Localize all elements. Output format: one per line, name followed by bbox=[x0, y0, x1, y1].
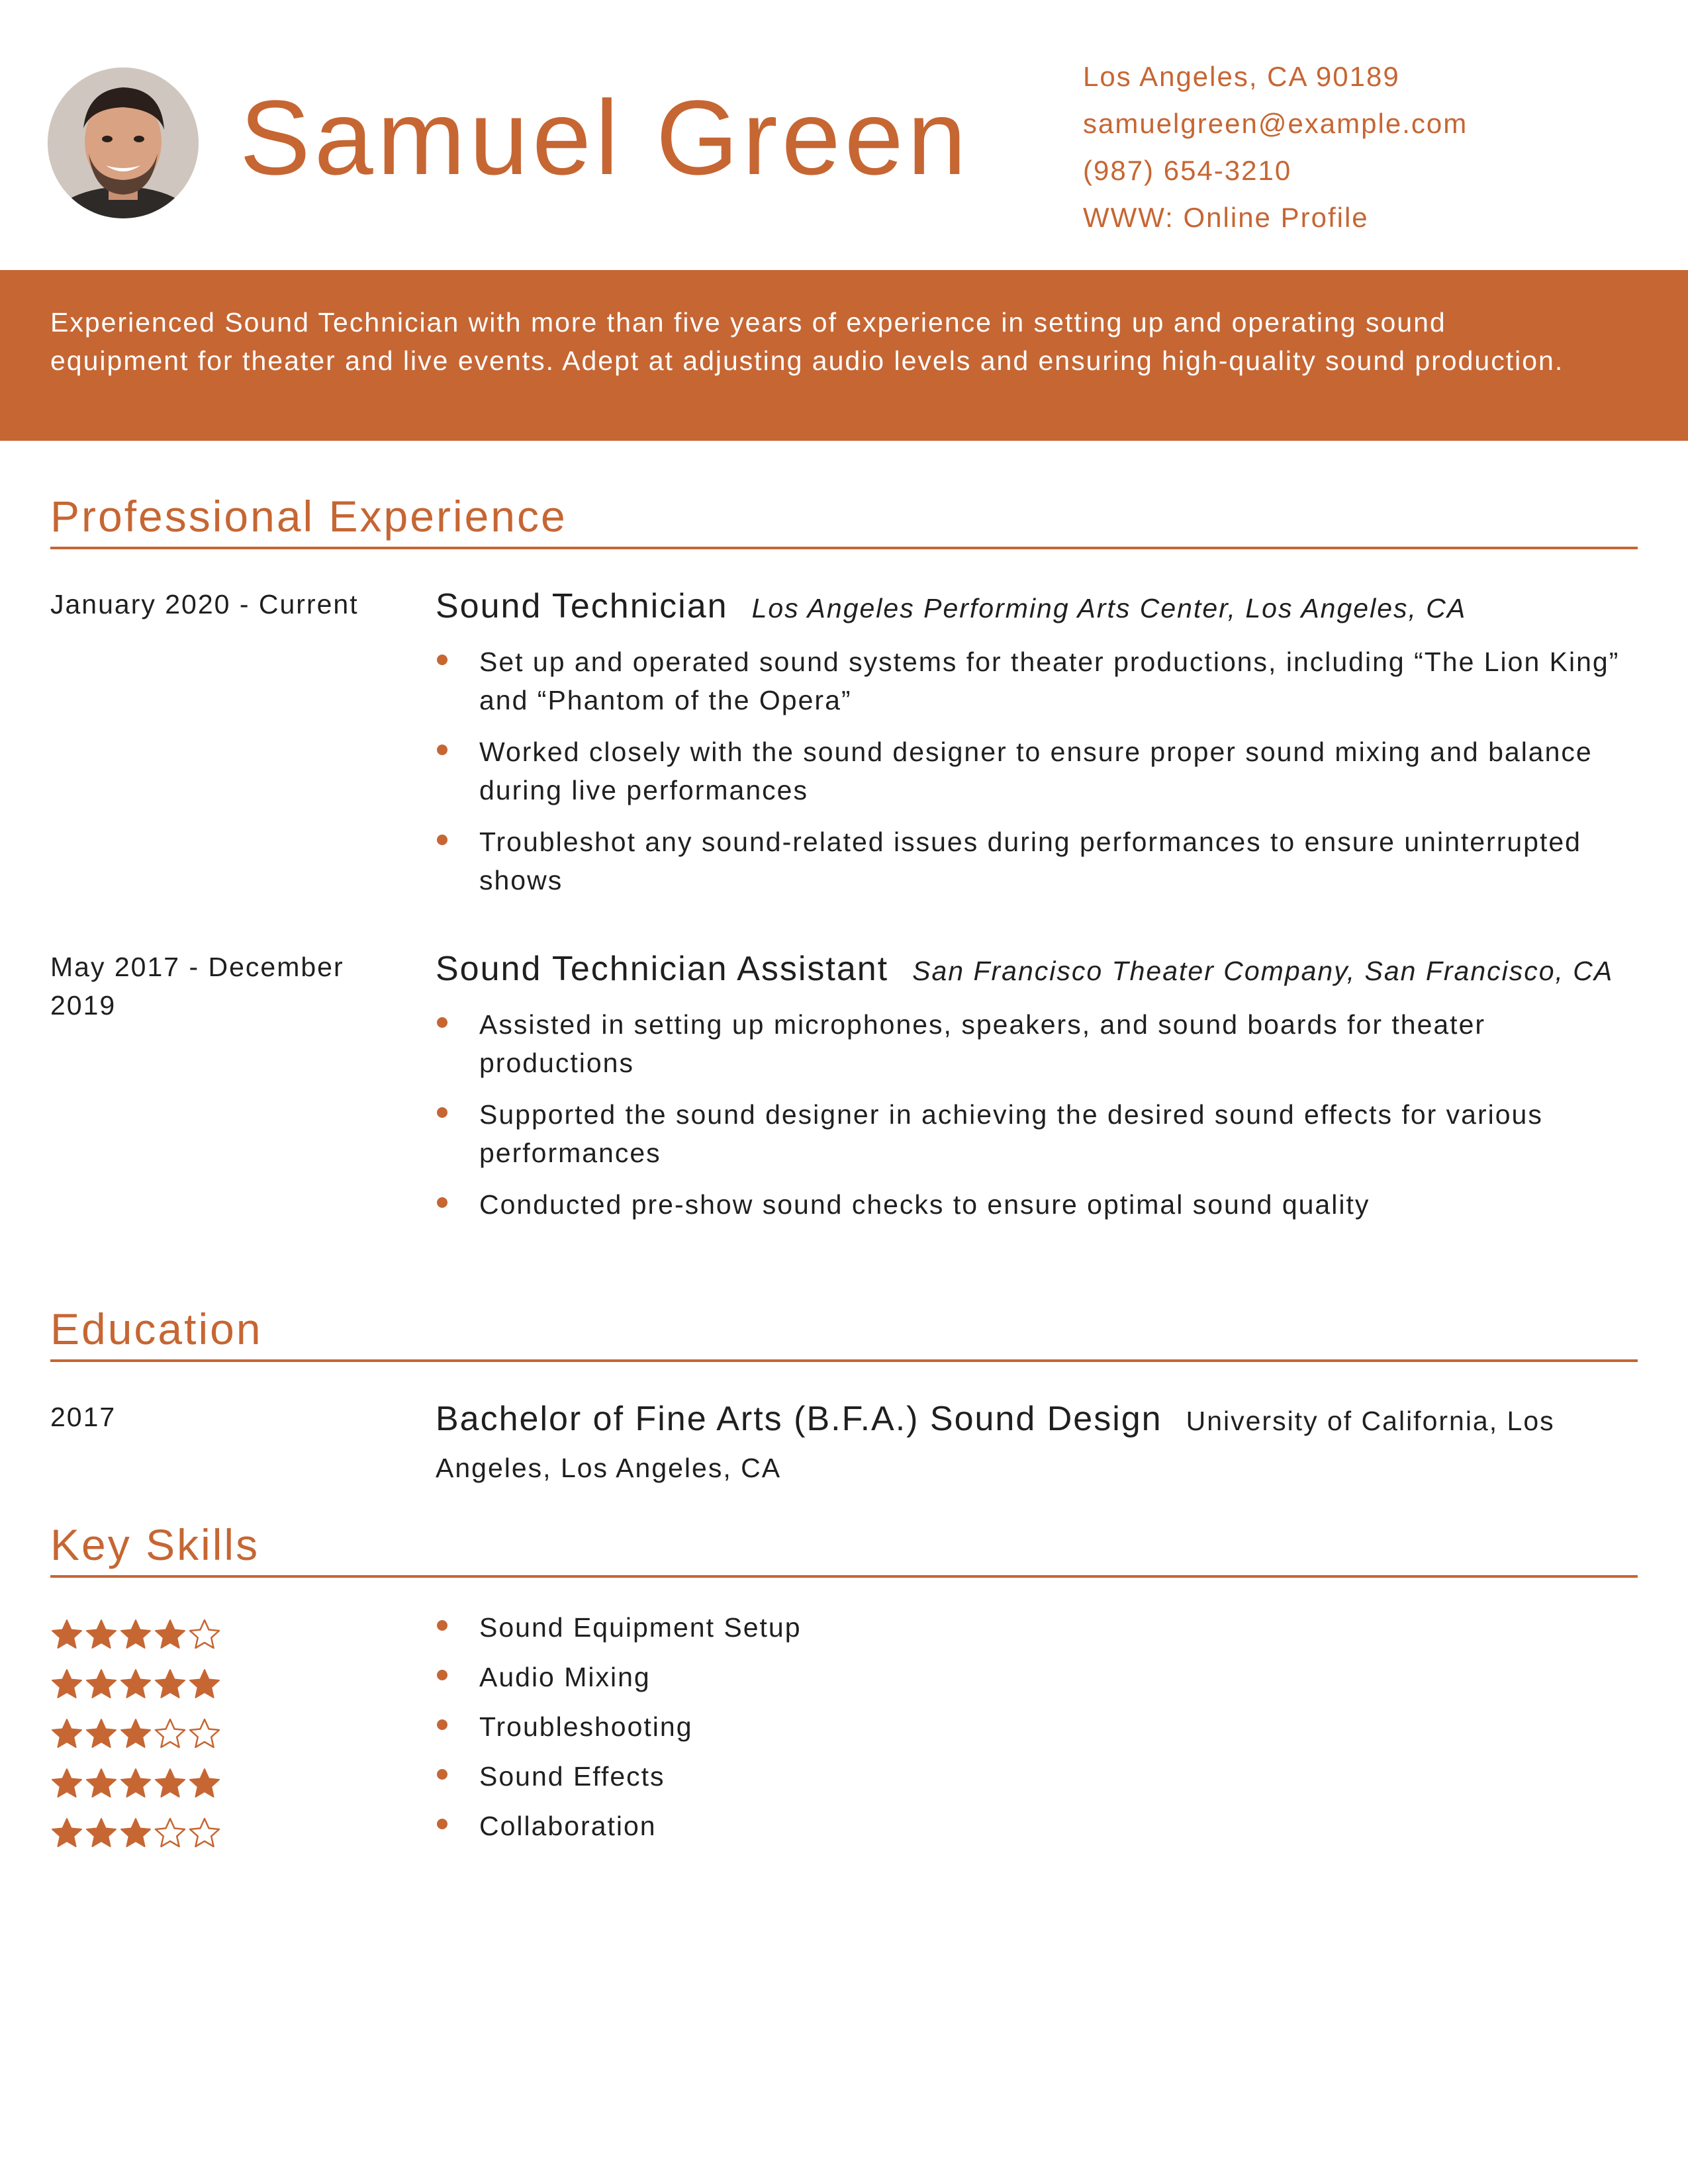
summary-banner bbox=[0, 270, 1688, 441]
bullet-dot-icon bbox=[437, 1107, 447, 1118]
skill-ratings bbox=[50, 1610, 222, 1858]
star-outline-icon bbox=[154, 1717, 187, 1751]
skill-item bbox=[436, 1608, 802, 1647]
education-heading bbox=[436, 1396, 1647, 1490]
bullet-dot-icon bbox=[437, 1819, 447, 1829]
star-filled-icon bbox=[119, 1817, 152, 1850]
bullet-dot-icon bbox=[437, 745, 447, 755]
school-name: University of California, Los Angeles, Los Angeles, CA bbox=[436, 1406, 1555, 1483]
job-bullet bbox=[436, 1185, 1647, 1224]
job-bullet-text: Set up and operated sound systems for theater productions, including “The Lion King” and “Phantom of the Opera” bbox=[479, 647, 1620, 715]
star-filled-icon bbox=[50, 1668, 83, 1701]
skills-section-title: Key Skills bbox=[50, 1518, 1638, 1578]
resume-header bbox=[0, 0, 1688, 270]
candidate-name: Samuel Green bbox=[240, 78, 970, 197]
star-filled-icon bbox=[188, 1767, 221, 1800]
star-filled-icon bbox=[85, 1668, 118, 1701]
star-filled-icon bbox=[154, 1767, 187, 1800]
education-entry bbox=[436, 1396, 1647, 1490]
bullet-dot-icon bbox=[437, 1197, 447, 1208]
bullet-dot-icon bbox=[437, 1620, 447, 1631]
skill-rating-row bbox=[50, 1659, 222, 1709]
job-entry bbox=[436, 584, 1647, 913]
star-filled-icon bbox=[119, 1668, 152, 1701]
skills-list bbox=[436, 1608, 802, 1856]
website-link[interactable]: WWW: Online Profile bbox=[1083, 202, 1369, 233]
star-outline-icon bbox=[188, 1717, 221, 1751]
job-bullets bbox=[436, 643, 1647, 899]
job-bullet bbox=[436, 1005, 1647, 1082]
skill-item bbox=[436, 1707, 802, 1746]
star-filled-icon bbox=[188, 1668, 221, 1701]
star-outline-icon bbox=[154, 1817, 187, 1850]
star-filled-icon bbox=[154, 1618, 187, 1651]
star-filled-icon bbox=[50, 1618, 83, 1651]
star-filled-icon bbox=[85, 1618, 118, 1651]
job-dates: May 2017 - December 2019 bbox=[50, 952, 344, 1021]
bullet-dot-icon bbox=[437, 1769, 447, 1780]
star-filled-icon bbox=[50, 1767, 83, 1800]
star-filled-icon bbox=[154, 1668, 187, 1701]
skill-bullets bbox=[436, 1608, 802, 1845]
bullet-dot-icon bbox=[437, 1670, 447, 1680]
job-role: Sound Technician Assistant bbox=[436, 950, 889, 988]
star-filled-icon bbox=[85, 1717, 118, 1751]
star-filled-icon bbox=[85, 1767, 118, 1800]
profile-photo bbox=[48, 68, 199, 218]
job-bullet bbox=[436, 823, 1647, 899]
job-bullet-text: Conducted pre-show sound checks to ensure optimal sound quality bbox=[479, 1189, 1370, 1220]
star-filled-icon bbox=[119, 1618, 152, 1651]
job-bullet bbox=[436, 733, 1647, 809]
star-outline-icon bbox=[188, 1618, 221, 1651]
skill-item bbox=[436, 1658, 802, 1696]
experience-section-title: Professional Experience bbox=[50, 490, 1638, 549]
education-section-title: Education bbox=[50, 1302, 1638, 1362]
bullet-dot-icon bbox=[437, 655, 447, 665]
job-heading bbox=[436, 946, 1647, 993]
bullet-dot-icon bbox=[437, 1017, 447, 1028]
skill-name: Collaboration bbox=[479, 1811, 657, 1841]
skill-item bbox=[436, 1757, 802, 1796]
star-outline-icon bbox=[188, 1817, 221, 1850]
skill-name: Audio Mixing bbox=[479, 1662, 651, 1692]
job-bullet bbox=[436, 643, 1647, 719]
bullet-dot-icon bbox=[437, 1719, 447, 1730]
job-bullet-text: Troubleshot any sound-related issues during performances to ensure uninterrupted shows bbox=[479, 827, 1581, 895]
job-bullet bbox=[436, 1095, 1647, 1172]
star-filled-icon bbox=[119, 1767, 152, 1800]
job-bullet-text: Assisted in setting up microphones, speakers, and sound boards for theater productions bbox=[479, 1009, 1486, 1078]
job-entry bbox=[436, 946, 1647, 1237]
skill-rating-row bbox=[50, 1610, 222, 1659]
bullet-dot-icon bbox=[437, 835, 447, 845]
job-organization: San Francisco Theater Company, San Francisco, CA bbox=[912, 956, 1614, 986]
skill-rating-row bbox=[50, 1758, 222, 1808]
education-year: 2017 bbox=[50, 1402, 117, 1432]
skill-name: Sound Equipment Setup bbox=[479, 1612, 802, 1643]
phone-text: (987) 654-3210 bbox=[1083, 155, 1292, 186]
skill-rating-row bbox=[50, 1709, 222, 1758]
job-bullet-text: Worked closely with the sound designer to ensure proper sound mixing and balance during live performances bbox=[479, 737, 1593, 805]
job-heading bbox=[436, 584, 1647, 631]
skill-rating-row bbox=[50, 1808, 222, 1858]
degree-name: Bachelor of Fine Arts (B.F.A.) Sound Design bbox=[436, 1400, 1162, 1438]
star-filled-icon bbox=[119, 1717, 152, 1751]
star-filled-icon bbox=[50, 1817, 83, 1850]
job-bullet-text: Supported the sound designer in achieving the desired sound effects for various performances bbox=[479, 1099, 1543, 1168]
skill-name: Troubleshooting bbox=[479, 1711, 693, 1742]
job-bullets bbox=[436, 1005, 1647, 1224]
skill-item bbox=[436, 1807, 802, 1845]
job-role: Sound Technician bbox=[436, 587, 728, 625]
job-dates: January 2020 - Current bbox=[50, 589, 359, 619]
profile-photo-image bbox=[48, 68, 199, 218]
skill-name: Sound Effects bbox=[479, 1761, 665, 1792]
summary-text: Experienced Sound Technician with more than five years of experience in setting up and operating sound equipment for theater and live events. Adept at adjusting audio levels and ensuring high-quality sound production. bbox=[50, 307, 1564, 376]
star-filled-icon bbox=[50, 1717, 83, 1751]
email-link[interactable]: samuelgreen@example.com bbox=[1083, 108, 1468, 139]
contact-info bbox=[1083, 53, 1468, 241]
job-organization: Los Angeles Performing Arts Center, Los Angeles, CA bbox=[751, 593, 1467, 623]
location-text: Los Angeles, CA 90189 bbox=[1083, 61, 1400, 92]
star-filled-icon bbox=[85, 1817, 118, 1850]
